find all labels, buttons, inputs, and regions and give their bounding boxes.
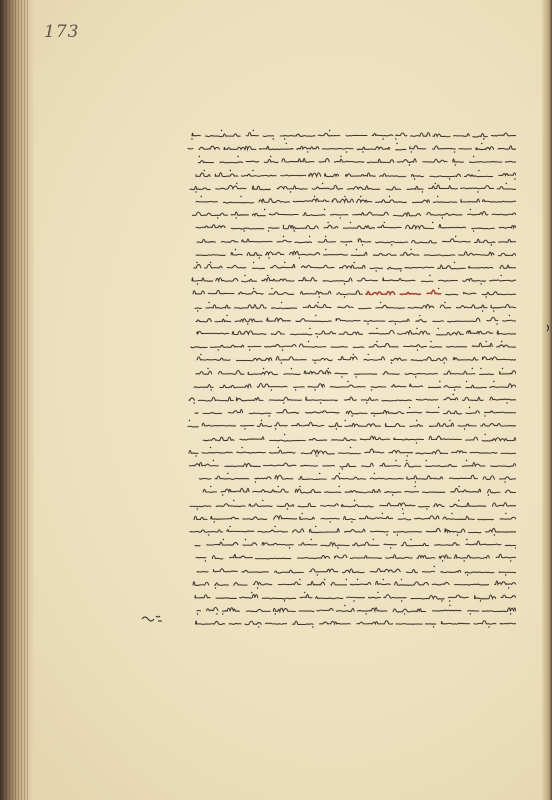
text-line [190,273,516,283]
script-strokes [187,445,516,457]
text-line [188,181,516,191]
text-line [195,484,516,494]
text-line [187,445,516,455]
margin-mark [546,318,552,328]
script-strokes [189,352,516,364]
script-strokes [195,603,516,615]
text-line [195,564,516,574]
script-strokes [189,339,516,351]
script-strokes [188,616,516,628]
text-line [186,141,516,151]
text-line [191,286,516,296]
text-line [192,511,516,521]
script-strokes [188,181,516,193]
text-line [193,405,516,415]
text-line [193,537,516,547]
script-strokes [186,418,516,430]
folio-number: 173 [44,22,80,42]
text-line [186,458,516,468]
text-line [189,326,516,336]
text-line [188,524,516,534]
text-line [194,247,516,257]
text-line [194,313,516,323]
script-strokes [193,537,516,549]
script-strokes [194,194,516,206]
script-strokes [193,590,516,602]
script-strokes [194,550,516,562]
text-line [193,300,516,310]
text-line [188,616,516,626]
script-strokes [194,168,516,180]
script-strokes [186,141,516,153]
text-line [195,603,516,613]
book-binding-gutter [0,0,34,800]
script-strokes [192,260,516,272]
page-right-edge [542,0,552,800]
script-strokes [195,484,516,496]
script-strokes [191,286,516,298]
script-strokes [194,247,516,259]
script-strokes [193,300,516,312]
catchword-mark [140,612,164,627]
script-strokes [190,128,516,140]
text-line [194,550,516,560]
text-line [193,154,516,164]
script-strokes [193,405,516,417]
script-strokes [190,207,516,219]
text-line [194,366,516,376]
script-strokes [194,313,516,325]
arabic-text-block [186,128,516,668]
script-strokes [188,524,516,536]
text-line [195,234,516,244]
text-line [194,194,516,204]
script-strokes [186,458,516,470]
script-strokes [188,498,516,510]
script-strokes [194,220,516,232]
text-line [192,260,516,270]
text-line [194,220,516,230]
gutter-page-edges [6,0,28,800]
script-strokes [195,234,516,246]
script-strokes [195,564,516,576]
catchword-glyphs [140,612,164,624]
text-line [191,577,516,587]
text-line [193,590,516,600]
text-line [192,379,516,389]
text-line [190,207,516,217]
script-strokes [193,154,516,166]
script-strokes [187,392,516,404]
text-line [194,432,516,442]
text-line [186,418,516,428]
text-line [194,168,516,178]
script-strokes [194,432,516,444]
script-strokes [192,511,516,523]
text-line [189,339,516,349]
text-line [189,352,516,362]
script-strokes [192,379,516,391]
script-strokes [195,471,516,483]
script-strokes [194,366,516,378]
text-line [195,471,516,481]
text-line [190,128,516,138]
script-strokes [190,273,516,285]
text-line [187,392,516,402]
script-strokes [191,577,516,589]
script-strokes [189,326,516,338]
text-line [188,498,516,508]
